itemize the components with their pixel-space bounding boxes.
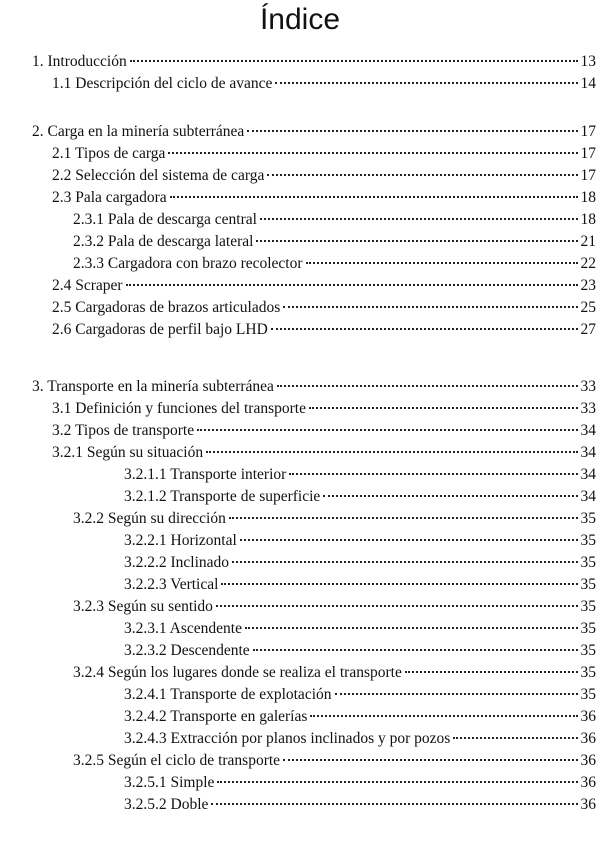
dot-leader <box>267 174 577 176</box>
toc-entry <box>124 794 596 816</box>
toc-entry <box>52 442 596 464</box>
toc-entry-page: 18 <box>580 189 596 206</box>
toc-entry-page: 17 <box>580 167 596 184</box>
dot-leader <box>260 218 578 220</box>
toc-entry <box>52 420 596 442</box>
toc-entry <box>124 530 596 552</box>
toc-entry-label: 3.2.3.1 Ascendente <box>124 620 242 637</box>
toc-entry <box>124 772 596 794</box>
dot-leader <box>453 737 577 739</box>
dot-leader <box>197 429 577 431</box>
toc-entry-label: 2.3.1 Pala de descarga central <box>73 211 257 228</box>
toc-entry <box>124 684 596 706</box>
toc-entry-label: 3.2.4.3 Extracción por planos inclinados y por pozos <box>124 730 451 747</box>
toc-entry-label: 2.3 Pala cargadora <box>52 189 167 206</box>
dot-leader <box>275 82 577 84</box>
toc-entry-page: 34 <box>580 488 596 505</box>
toc-entry-page: 14 <box>580 75 596 92</box>
toc-entry-label: 3.2.2 Según su dirección <box>73 510 226 527</box>
toc-entry-label: 3.2.1.1 Transporte interior <box>124 466 287 483</box>
toc-entry-page: 18 <box>580 211 596 228</box>
toc-entry-label: 3.2.4.1 Transporte de explotación <box>124 686 332 703</box>
dot-leader <box>126 284 578 286</box>
toc-entry-page: 35 <box>580 664 596 681</box>
toc-entry-label: 3.2.3.2 Descendente <box>124 642 250 659</box>
toc-entry-label: 2.5 Cargadoras de brazos articulados <box>52 299 281 316</box>
toc-entry <box>52 275 596 297</box>
toc-entry-page: 13 <box>580 53 596 70</box>
dot-leader <box>253 649 578 651</box>
toc-entry-label: 2.4 Scraper <box>52 277 123 294</box>
toc-entry <box>73 750 596 772</box>
toc-entry <box>52 165 596 187</box>
toc-entry-page: 33 <box>580 400 596 417</box>
toc-entry-page: 35 <box>580 510 596 527</box>
dot-leader <box>170 196 578 198</box>
toc-entry-page: 34 <box>580 444 596 461</box>
toc-entry-label: 3.2.1 Según su situación <box>52 444 204 461</box>
toc-entry-page: 27 <box>580 321 596 338</box>
dot-leader <box>247 130 577 132</box>
toc-entry <box>73 662 596 684</box>
toc-entry-label: 2.6 Cargadoras de perfil bajo LHD <box>52 321 268 338</box>
toc-entry <box>124 640 596 662</box>
dot-leader <box>232 561 577 563</box>
page-title: Índice <box>259 3 341 36</box>
toc-entry-page: 35 <box>580 576 596 593</box>
toc-entry <box>32 376 596 398</box>
toc-entry-page: 22 <box>580 255 596 272</box>
toc-entry-label: 3.1 Definición y funciones del transporte <box>52 400 306 417</box>
dot-leader <box>283 306 577 308</box>
toc-entry <box>124 486 596 508</box>
toc-entry-label: 3.2.5.1 Simple <box>124 774 215 791</box>
toc-entry-label: 3.2.4 Según los lugares donde se realiza el transporte <box>73 664 402 681</box>
dot-leader <box>277 385 578 387</box>
toc-entry-label: 2. Carga en la minería subterránea <box>32 123 245 140</box>
toc-entry-page: 35 <box>580 554 596 571</box>
toc-entry-page: 35 <box>580 620 596 637</box>
dot-leader <box>306 262 578 264</box>
toc-entry-page: 34 <box>580 466 596 483</box>
dot-leader <box>211 803 577 805</box>
toc-entry-page: 35 <box>580 686 596 703</box>
toc-entry-page: 36 <box>580 730 596 747</box>
toc-entry-page: 21 <box>580 233 596 250</box>
dot-leader <box>289 473 577 475</box>
dot-leader <box>217 781 577 783</box>
toc-entry-label: 3.2.3 Según su sentido <box>73 598 213 615</box>
dot-leader <box>216 605 578 607</box>
dot-leader <box>310 715 577 717</box>
toc-entry-page: 36 <box>580 752 596 769</box>
toc-entry <box>32 121 596 143</box>
toc-entry-page: 36 <box>580 708 596 725</box>
toc-entry-page: 36 <box>580 796 596 813</box>
toc-entry <box>52 143 596 165</box>
toc-entry-page: 35 <box>580 598 596 615</box>
toc-entry-label: 3.2.5.2 Doble <box>124 796 209 813</box>
toc-entry-label: 3.2.2.3 Vertical <box>124 576 219 593</box>
toc-entry <box>32 51 596 73</box>
toc-entry <box>73 508 596 530</box>
toc-entry-label: 3.2.1.2 Transporte de superficie <box>124 488 321 505</box>
toc-entry-label: 3. Transporte en la minería subterránea <box>32 378 274 395</box>
dot-leader <box>229 517 578 519</box>
toc-entry-label: 2.1 Tipos de carga <box>52 145 166 162</box>
dot-leader <box>206 451 577 453</box>
dot-leader <box>309 407 578 409</box>
toc-entry <box>52 297 596 319</box>
toc-entry <box>124 618 596 640</box>
dot-leader <box>221 583 577 585</box>
toc-entry <box>124 728 596 750</box>
toc-entry-page: 17 <box>580 123 596 140</box>
dot-leader <box>405 671 578 673</box>
toc-entry-label: 2.2 Selección del sistema de carga <box>52 167 265 184</box>
dot-leader <box>323 495 577 497</box>
toc-entry-label: 2.3.3 Cargadora con brazo recolector <box>73 255 303 272</box>
toc-entry-label: 1. Introducción <box>32 53 127 70</box>
dot-leader <box>245 627 578 629</box>
dot-leader <box>168 152 577 154</box>
dot-leader <box>130 60 578 62</box>
toc-entry-page: 36 <box>580 774 596 791</box>
toc-entry <box>73 253 596 275</box>
toc-entry-page: 34 <box>580 422 596 439</box>
dot-leader <box>283 759 577 761</box>
toc-entry-label: 3.2.2.2 Inclinado <box>124 554 230 571</box>
toc-entry <box>124 464 596 486</box>
toc-entry <box>124 574 596 596</box>
toc-entry <box>52 187 596 209</box>
toc-entry <box>52 73 596 95</box>
toc-entry-label: 3.2.2.1 Horizontal <box>124 532 237 549</box>
dot-leader <box>335 693 578 695</box>
toc-entry-page: 17 <box>580 145 596 162</box>
dot-leader <box>240 539 578 541</box>
toc-entry <box>73 209 596 231</box>
toc-entry <box>52 398 596 420</box>
dot-leader <box>271 328 578 330</box>
toc-entry-page: 23 <box>580 277 596 294</box>
toc-entry <box>124 552 596 574</box>
toc-entry <box>124 706 596 728</box>
toc-entry-label: 3.2 Tipos de transporte <box>52 422 195 439</box>
toc-entry-page: 35 <box>580 642 596 659</box>
toc-entry-label: 3.2.4.2 Transporte en galerías <box>124 708 308 725</box>
toc-entry-page: 25 <box>580 299 596 316</box>
toc-entry-label: 3.2.5 Según el ciclo de transporte <box>73 752 281 769</box>
toc-entry-page: 35 <box>580 532 596 549</box>
toc-entry <box>73 231 596 253</box>
toc-entry-label: 1.1 Descripción del ciclo de avance <box>52 75 273 92</box>
dot-leader <box>256 240 577 242</box>
toc-entry <box>52 319 596 341</box>
toc-entry-page: 33 <box>580 378 596 395</box>
toc-entry <box>73 596 596 618</box>
toc-entry-label: 2.3.2 Pala de descarga lateral <box>73 233 254 250</box>
